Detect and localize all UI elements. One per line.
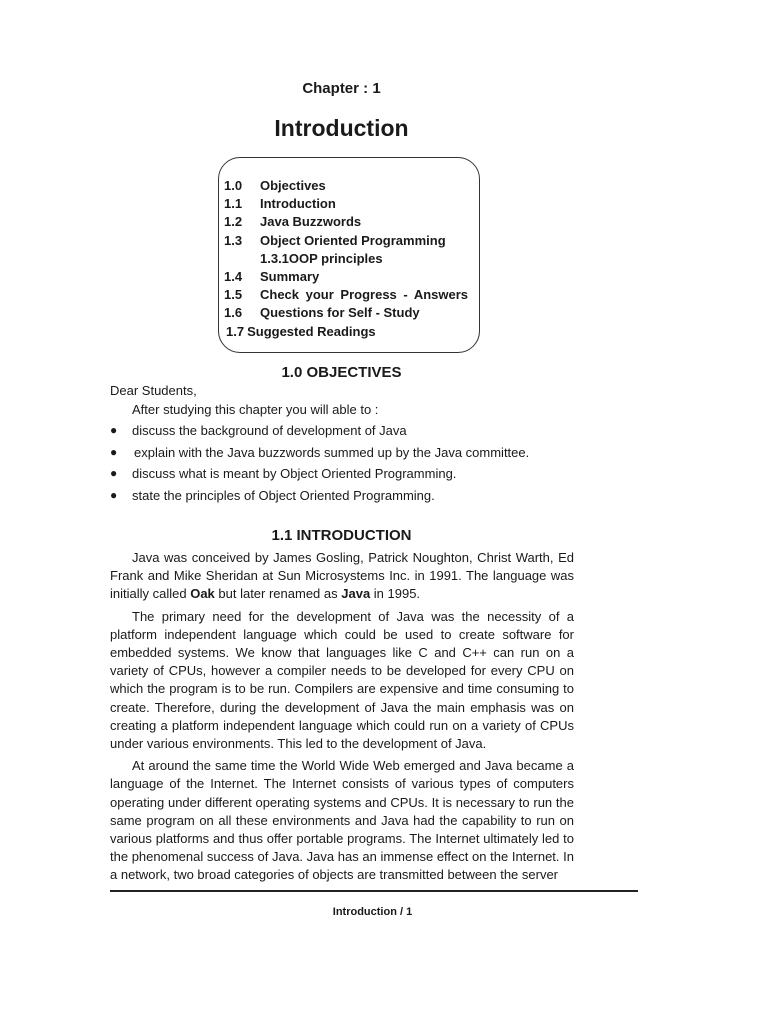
chapter-label: Chapter : 1 [302, 80, 381, 97]
bullet-icon: ● [110, 487, 118, 502]
toc-item-label: Summary [260, 269, 320, 285]
toc-item-number: 1.5 [224, 287, 243, 303]
toc-item [224, 323, 484, 341]
toc-item-number: 1.4 [224, 269, 243, 285]
objectives-lead: After studying this chapter you will able to : [132, 402, 379, 417]
bullet-icon: ● [110, 423, 118, 437]
salutation: Dear Students, [110, 383, 197, 398]
toc-item [224, 195, 484, 213]
toc-item-label: 1.3.1OOP principles [260, 250, 383, 266]
toc-item-label: Questions for Self - Study [260, 305, 420, 321]
toc-item [224, 177, 484, 195]
paragraph [110, 549, 574, 604]
toc-item-number: 1.2 [224, 214, 243, 230]
paragraph: At around the same time the World Wide Web emerged and Java became a language of the Internet. The Internet consists of various types of computers operating under different operating systems and CPUs. It is necessary to run the same program on all these environments and Java had the capability to run on various platforms and thus offer portable programs. The Internet ultimately led to the phenomenal success of Java. Java has an immense effect on the Internet. In a network, two broad categories of objects are transmitted between the server [110, 758, 574, 883]
bullet-icon: ● [110, 466, 118, 480]
footer-divider [110, 890, 638, 892]
toc-item-label: Objectives [260, 178, 326, 193]
toc-subitem [224, 250, 484, 268]
toc-item [224, 304, 484, 322]
list-item-text: discuss what is meant by Object Oriented Programming. [132, 466, 457, 481]
toc-item-number: 1.7 [226, 323, 245, 339]
toc-item-number: 1.6 [224, 305, 243, 321]
toc-item-label: Object Oriented Programming [260, 232, 446, 248]
toc-item [224, 286, 484, 304]
introduction-heading: 1.1 INTRODUCTION [271, 527, 412, 544]
bold-term-oak: Oak [190, 586, 215, 602]
list-item-text: state the principles of Object Oriented Programming. [132, 487, 435, 503]
toc-item-number: 1.3 [224, 232, 243, 248]
objectives-heading: 1.0 OBJECTIVES [281, 364, 402, 381]
table-of-contents [224, 177, 484, 341]
toc-item [224, 213, 484, 231]
toc-item-number: 1.0 [224, 178, 243, 193]
paragraph-text: but later renamed as [214, 586, 342, 602]
toc-item [224, 232, 484, 250]
toc-item-number: 1.1 [224, 196, 243, 212]
introduction-body [110, 549, 574, 889]
list-item-text: explain with the Java buzzwords summed up by the Java committee. [134, 444, 530, 460]
bullet-icon: ● [110, 444, 118, 459]
paragraph-text: Java was conceived by James Gosling, Patrick Noughton, Christ Warth, Ed Frank and Mike Sheridan at Sun Microsystems Inc. in 1991. The language was initially called [110, 550, 574, 602]
bold-term-java: Java [341, 586, 371, 602]
paragraph-text: in 1995. [370, 586, 421, 602]
toc-item-label: Introduction [260, 196, 336, 212]
toc-item-label: Check your Progress - Answers [260, 287, 469, 303]
toc-item [224, 268, 484, 286]
chapter-title: Introduction [274, 115, 409, 141]
page-footer: Introduction / 1 [332, 906, 413, 918]
toc-item-label: Suggested Readings [247, 323, 376, 339]
toc-item-label: Java Buzzwords [260, 214, 362, 230]
list-item-text: discuss the background of development of Java [132, 423, 407, 438]
paragraph: The primary need for the development of Java was the necessity of a platform independent language which could be used to create software for embedded systems. We know that languages like C and C++ can run on a variety of CPUs, however a compiler needs to be developed for every CPU on which the program is to be run. Compilers are expensive and time consuming to create. Therefore, during the development of Java the main emphasis was on creating a platform independent language which could run on a variety of CPUs under various environments. This led to the development of Java. [110, 608, 574, 752]
